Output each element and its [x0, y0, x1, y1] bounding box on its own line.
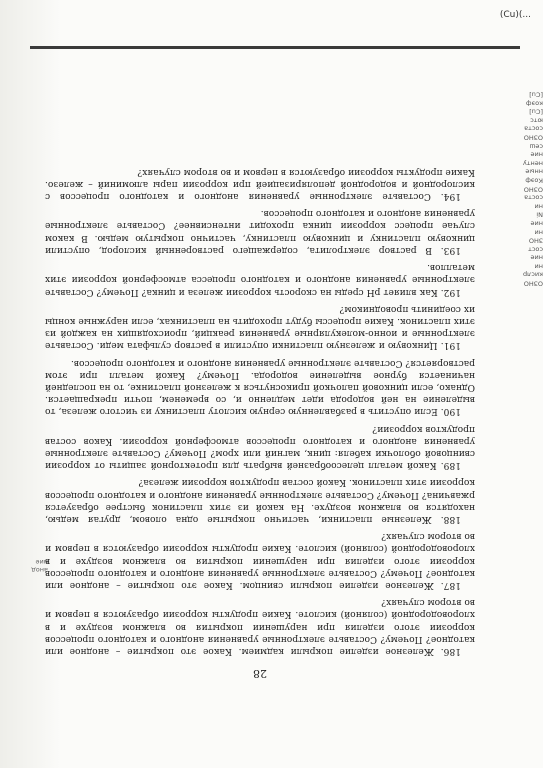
right-margin-line: [Cu]: [529, 90, 543, 99]
right-margin-line: ние: [530, 253, 543, 262]
right-margin-line: ОЗНО: [523, 279, 543, 288]
right-margin-line: ни: [534, 228, 543, 237]
problem-191: 191. Цинковую и железную пластинки опустили в раствор сульфата меди. Составьте электронные и ионно-молекулярные уравнения реакций, происходящих на каждой из этих пластинок. Какие процессы будут проходить на пластинках, если наружные концы их соединить проводником?: [45, 303, 475, 351]
upside-down-page: [45, 80, 475, 680]
right-margin-line: соста: [524, 124, 543, 133]
problem-193: 193. В раствор электролита, содержащего растворенный кислород, опустили цинковую пластинку и цинковую пластинку, частично покрытую медью. В каком случае процесс коррозии цинка проходит интенсивнее? Составьте электронные уравнения анодного и катодного процессов.: [45, 208, 475, 255]
left-margin-fragment: анод ние: [31, 558, 48, 574]
right-margin-line: сост: [528, 245, 543, 254]
problem-190: 190. Если опустить в разбавленную серную кислоту пластинку из чистого железа, то выделение на ней водорода идет медленно и, со временем, почти прекращается. Однако, если цинковой палочкой прикоснуться к железной пластинке, то на последней начинается бурное выделение водорода. Почему? Какой металл при этом растворяется? Составьте электронные уравнения анодного и катодного процессов.: [45, 357, 475, 417]
problem-192: 192. Как влияет рН среды на скорость коррозии железа и цинка? Почему? Составьте электронные уравнения анодного и катодного процесса атмосферной коррозии этих металлов.: [45, 262, 475, 297]
right-margin-line: ние: [530, 150, 543, 159]
right-margin-line: ЗНО: [528, 236, 543, 245]
right-margin-line: коэф: [525, 99, 543, 108]
problem-194: 194. Составьте электронные уравнения анодного и катодного процессов с кислородной и водородной деполяризацией при коррозии пары алюминий – железо. Какие продукты коррозии образуются в первом и во втором случаях?: [45, 166, 475, 202]
right-margin-fragments: [507, 90, 543, 630]
right-margin-line: ОЗНО: [523, 185, 543, 194]
problem-187: 187. Железное изделие покрыли свинцом. Какое это покрытие – анодное или катодное? Почему? Составьте электронные уравнения анодного и катодного процессов коррозии этого изделия при нарушении покрытия во влажном воздухе и в хлороводородной (соляной) кислоте. Какие продукты коррозии образуются в первом и во втором случаях?: [45, 531, 475, 590]
right-margin-line: нные: [525, 167, 543, 176]
page-number: 28: [253, 667, 267, 680]
right-margin-line: [Cu]: [529, 107, 543, 116]
problem-186: 186. Железное изделие покрыли кадмием. Какое это покрытие – анодное или катодное? Почему? Составьте электронные уравнения анодного и катодного процессов коррозии этого изделия при нарушении покрытия во влажном воздухе и в хлороводородной (соляной) кислоте. Какие продукты коррозии образуются в первом и во втором случаях?: [45, 597, 475, 656]
right-margin-line: ни: [534, 202, 543, 211]
right-margin-line: ОЗНО: [523, 133, 543, 142]
right-margin-line: сеш: [529, 142, 543, 151]
scan-top-edge: [30, 46, 520, 49]
right-margin-line: Коэф: [525, 176, 543, 185]
right-margin-line: ни: [534, 262, 543, 271]
right-margin-line: ютс: [530, 116, 543, 125]
right-margin-line: ненту: [522, 159, 543, 168]
problem-189: 189. Какой металл целесообразней выбрать для протекторной защиты от коррозии свинцовой оболочки кабеля: цинк, магний или хром? Почему? Составьте электронные уравнения анодного и катодного процессов атмосферной коррозии. Каков состав продуктов коррозии?: [45, 423, 475, 471]
right-margin-line: соста: [524, 193, 543, 202]
problem-188: 188. Железные пластинки, частично покрытые одна оловом, другая медью, находятся во влажном воздухе. На какой из этих пластинок быстрее образуется ржавчина? Почему? Составьте электронные уравнения анодного и катодного процессов коррозии этих пластинок. Какой состав продуктов коррозии железа?: [45, 477, 475, 524]
right-margin-line: ние: [530, 219, 543, 228]
top-right-margin-mark: (Cu)(...: [499, 10, 531, 20]
right-margin-line: кислр: [522, 271, 543, 280]
right-margin-line: Ni: [536, 210, 543, 219]
